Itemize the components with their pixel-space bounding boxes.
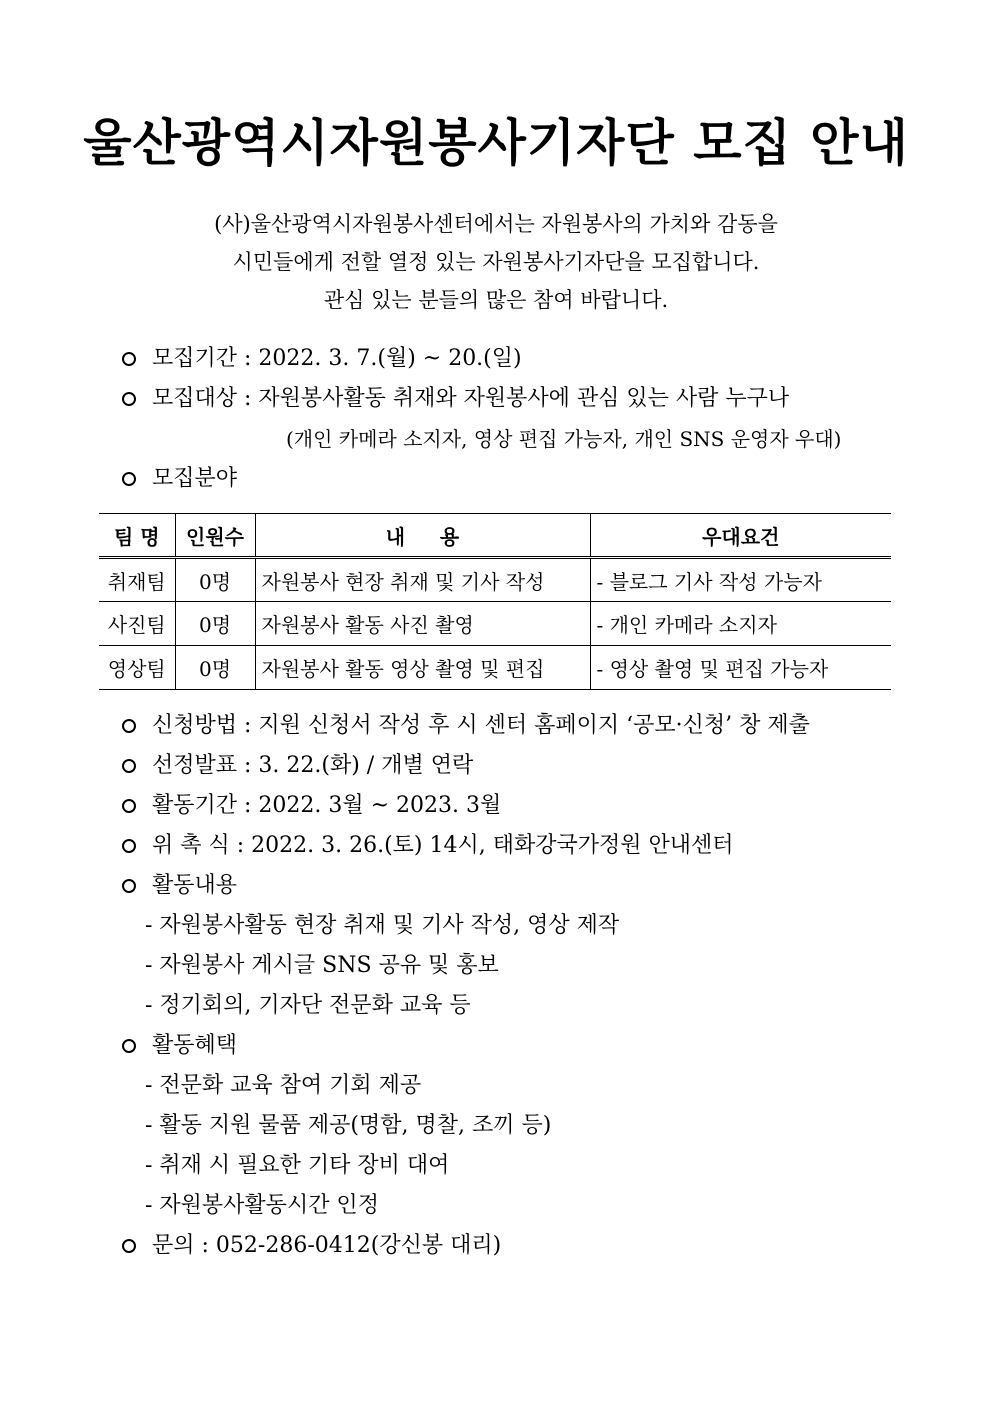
content-cell: 자원봉사 현장 취재 및 기사 작성 <box>255 558 590 602</box>
selection-announcement: 선정발표 : 3. 22.(화) / 개별 연락 <box>122 751 473 781</box>
circle-bullet-icon <box>122 799 136 813</box>
preference-cell: - 개인 카메라 소지자 <box>590 602 891 646</box>
circle-bullet-icon <box>122 352 136 366</box>
content-cell: 자원봉사 활동 영상 촬영 및 편집 <box>255 646 590 690</box>
table-row <box>99 646 891 690</box>
recruit-field-label: 모집분야 <box>122 464 237 494</box>
preference-cell: - 블로그 기사 작성 가능자 <box>590 558 891 602</box>
table-header-cell: 팀 명 <box>99 514 175 558</box>
headcount-cell: 0명 <box>175 558 255 602</box>
activity-content-label: 활동내용 <box>122 871 237 901</box>
activity-benefit-label: 활동혜택 <box>122 1031 237 1061</box>
headcount-cell: 0명 <box>175 602 255 646</box>
intro-line: (사)울산광역시자원봉사센터에서는 자원봉사의 가치와 감동을 <box>214 212 778 236</box>
activity-item: - 정기회의, 기자단 전문화 교육 등 <box>145 993 471 1018</box>
benefit-item: - 전문화 교육 참여 기회 제공 <box>145 1073 422 1098</box>
circle-bullet-icon <box>122 472 136 486</box>
activity-item: - 자원봉사 게시글 SNS 공유 및 홍보 <box>145 953 499 978</box>
circle-bullet-icon <box>122 392 136 406</box>
circle-bullet-icon <box>122 839 136 853</box>
activity-period: 활동기간 : 2022. 3월 ~ 2023. 3월 <box>122 791 501 821</box>
benefit-item: - 활동 지원 물품 제공(명함, 명찰, 조끼 등) <box>145 1113 552 1138</box>
table-header-cell: 인원수 <box>175 514 255 558</box>
circle-bullet-icon <box>122 1039 136 1053</box>
circle-bullet-icon <box>122 1239 136 1253</box>
circle-bullet-icon <box>122 719 136 733</box>
table-row <box>99 558 891 602</box>
team-name-cell: 취재팀 <box>99 558 175 602</box>
headcount-cell: 0명 <box>175 646 255 690</box>
table-header-cell: 우대요건 <box>590 514 891 558</box>
recruit-target-note: (개인 카메라 소지자, 영상 편집 가능자, 개인 SNS 운영자 우대) <box>286 427 842 451</box>
appointment-ceremony: 위 촉 식 : 2022. 3. 26.(토) 14시, 태화강국가정원 안내센터 <box>122 831 734 861</box>
table-header-cell: 내 용 <box>255 514 590 558</box>
content-cell: 자원봉사 활동 사진 촬영 <box>255 602 590 646</box>
intro-line: 관심 있는 분들의 많은 참여 바랍니다. <box>323 288 669 312</box>
activity-item: - 자원봉사활동 현장 취재 및 기사 작성, 영상 제작 <box>145 913 620 938</box>
intro-paragraph <box>0 205 992 319</box>
circle-bullet-icon <box>122 879 136 893</box>
page-title: 울산광역시자원봉사기자단 모집 안내 <box>83 114 909 172</box>
recruit-period: 모집기간 : 2022. 3. 7.(월) ~ 20.(일) <box>122 344 522 374</box>
recruit-target: 모집대상 : 자원봉사활동 취재와 자원봉사에 관심 있는 사람 누구나 <box>122 384 789 414</box>
recruit-field-table <box>99 513 891 690</box>
benefit-item: - 취재 시 필요한 기타 장비 대여 <box>145 1153 450 1178</box>
team-name-cell: 사진팀 <box>99 602 175 646</box>
intro-line: 시민들에게 전할 열정 있는 자원봉사기자단을 모집합니다. <box>232 250 760 274</box>
circle-bullet-icon <box>122 759 136 773</box>
team-name-cell: 영상팀 <box>99 646 175 690</box>
apply-method: 신청방법 : 지원 신청서 작성 후 시 센터 홈페이지 ‘공모·신청’ 창 제출 <box>122 711 810 741</box>
benefit-item: - 자원봉사활동시간 인정 <box>145 1193 379 1218</box>
table-header-row <box>99 514 891 558</box>
contact-info: 문의 : 052-286-0412(강신봉 대리) <box>122 1231 501 1261</box>
preference-cell: - 영상 촬영 및 편집 가능자 <box>590 646 891 690</box>
table-row <box>99 602 891 646</box>
